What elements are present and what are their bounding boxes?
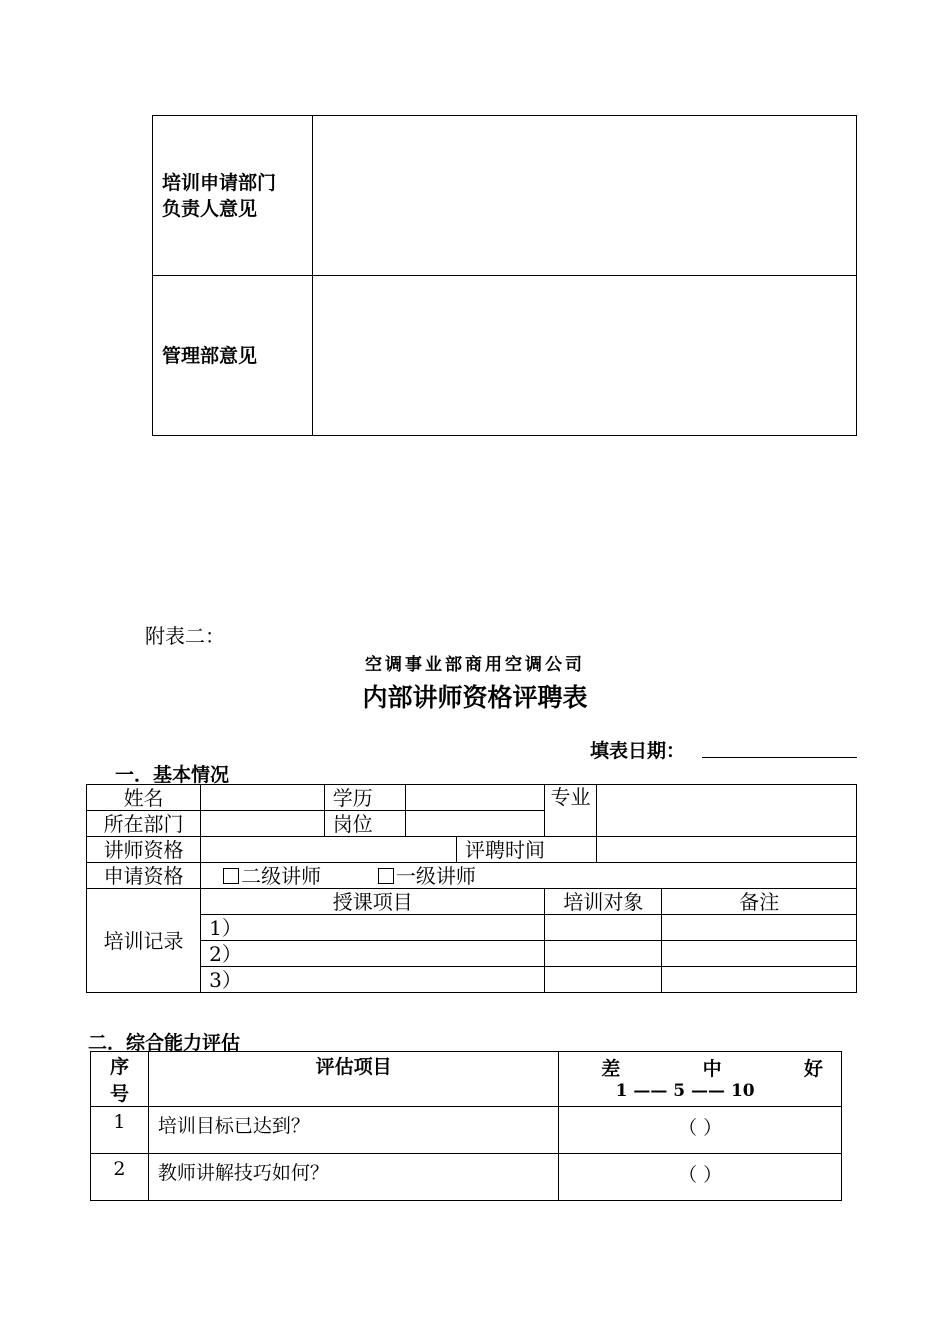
level2-checkbox[interactable] (223, 864, 321, 888)
row-item: 教师讲解技巧如何？ (148, 1154, 558, 1201)
col-no-line: 号 (109, 1083, 129, 1105)
checkbox-icon (223, 868, 239, 884)
department-field[interactable] (201, 811, 325, 837)
level1-label: 一级讲师 (395, 863, 476, 888)
name-label: 姓名 (87, 785, 201, 811)
record-remark-cell[interactable] (662, 941, 857, 967)
col-no-header (91, 1052, 149, 1107)
opinion-field-management[interactable] (313, 276, 857, 436)
scale-good: 好 (803, 1058, 823, 1080)
approval-label-management (153, 276, 313, 436)
name-field[interactable] (201, 785, 325, 811)
form-title: 内部讲师资格评聘表 (362, 683, 588, 712)
row-item: 培训目标已达到？ (148, 1107, 558, 1154)
education-label: 学历 (324, 785, 405, 811)
apply-qual-label: 申请资格 (87, 863, 201, 889)
section2-title: 二．综合能力评估 (88, 1032, 241, 1054)
major-field[interactable] (596, 785, 856, 837)
level1-checkbox[interactable] (378, 864, 476, 888)
basic-info-table (86, 784, 857, 993)
training-record-label: 培训记录 (87, 889, 201, 993)
record-target-cell[interactable] (545, 915, 662, 941)
row-number: 1 (91, 1107, 149, 1154)
opinion-field-dept-head[interactable] (313, 116, 857, 276)
fill-date-label: 填表日期： (590, 740, 686, 762)
hire-time-label: 评聘时间 (457, 837, 597, 863)
scale-poor: 差 (601, 1058, 621, 1080)
checkbox-icon (378, 868, 394, 884)
record-remark-cell[interactable] (662, 967, 857, 993)
col-no-line: 序 (109, 1056, 129, 1078)
row-number: 2 (91, 1154, 149, 1201)
level2-label: 二级讲师 (241, 863, 322, 888)
company-name: 空调事业部商用空调公司 (365, 655, 585, 675)
education-field[interactable] (405, 785, 545, 811)
section1-title: 一．基本情况 (115, 764, 230, 786)
approval-row-management (153, 276, 857, 436)
score-field[interactable]: （ ） (559, 1154, 842, 1201)
appendix-label: 附表二： (145, 624, 225, 648)
position-field[interactable] (405, 811, 545, 837)
approval-table (152, 115, 857, 436)
scale-mid: 中 (702, 1058, 722, 1080)
approval-row-dept-head (153, 116, 857, 276)
record-course-cell[interactable]: 3） (201, 967, 545, 993)
table-row (91, 1107, 842, 1154)
hire-time-field[interactable] (596, 837, 856, 863)
record-course-cell[interactable]: 1） (201, 915, 545, 941)
label-line: 管理部意见 (162, 344, 258, 367)
evaluation-table (90, 1051, 842, 1201)
lecturer-qual-field[interactable] (201, 837, 457, 863)
scale-numbers: 1 —— 5 —— 10 (615, 1081, 755, 1101)
col-remark-header: 备注 (662, 889, 857, 915)
position-label: 岗位 (324, 811, 405, 837)
lecturer-qual-label: 讲师资格 (87, 837, 201, 863)
record-target-cell[interactable] (545, 967, 662, 993)
col-target-header: 培训对象 (545, 889, 662, 915)
record-course-cell[interactable]: 2） (201, 941, 545, 967)
record-target-cell[interactable] (545, 941, 662, 967)
score-field[interactable]: （ ） (559, 1107, 842, 1154)
col-course-header: 授课项目 (201, 889, 545, 915)
approval-label-dept-head (153, 116, 313, 276)
apply-qual-options (201, 863, 857, 889)
col-scale-header (559, 1052, 842, 1107)
label-line: 负责人意见 (162, 197, 258, 220)
table-row (91, 1154, 842, 1201)
major-label: 专业 (545, 785, 596, 837)
fill-date-field[interactable] (702, 757, 857, 758)
col-item-header: 评估项目 (148, 1052, 558, 1107)
label-line: 培训申请部门 (162, 171, 277, 194)
department-label: 所在部门 (87, 811, 201, 837)
record-remark-cell[interactable] (662, 915, 857, 941)
